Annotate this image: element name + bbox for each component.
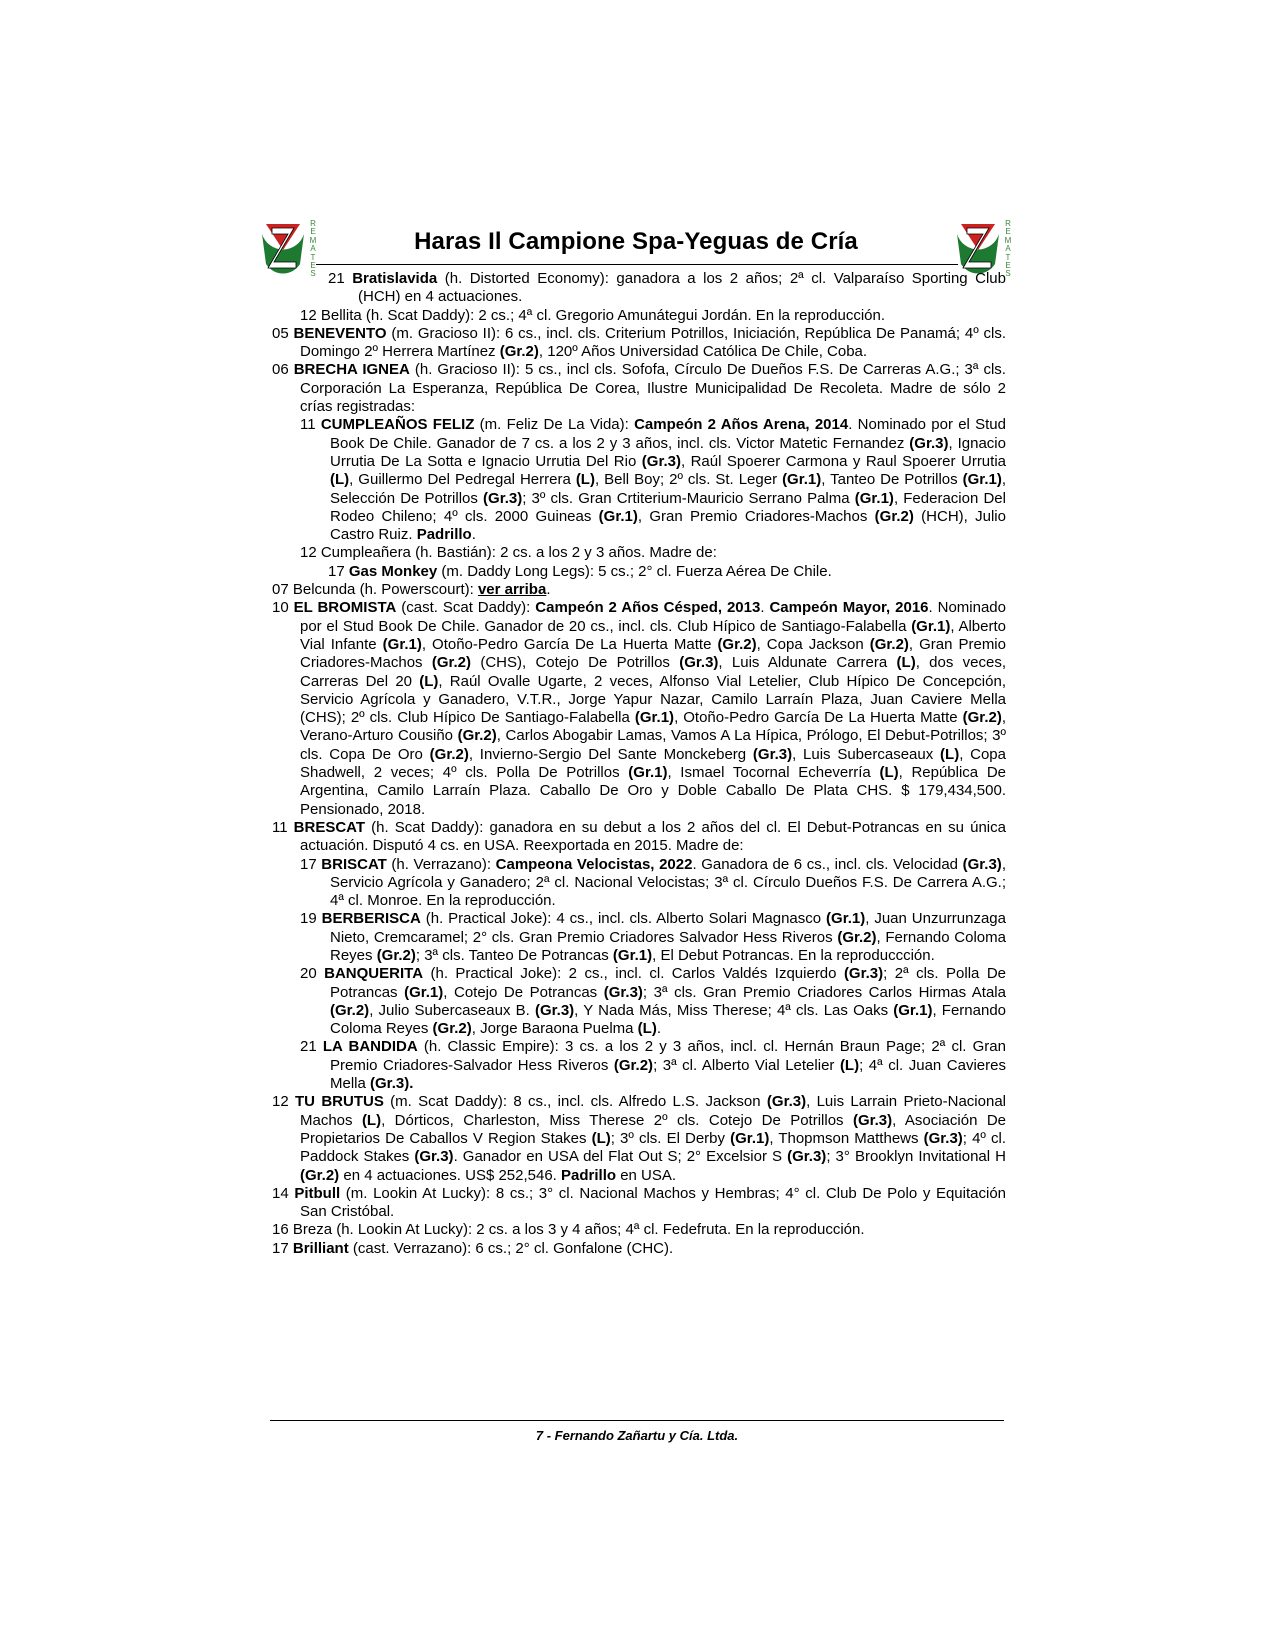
entry-text: , Thopmson Matthews — [769, 1129, 924, 1147]
entry-bold-text: (L) — [361, 1111, 382, 1129]
entry-text: 11 — [272, 818, 294, 836]
entry-text: (CHS), Cotejo De Potrillos — [471, 654, 680, 672]
entry-bold-text: (Gr.2) — [499, 343, 539, 361]
entry-text: , Verano-Arturo Cousiño — [300, 709, 1006, 745]
entry-bold-text: EL BROMISTA — [293, 599, 397, 617]
entry-text: , Invierno-Sergio Del Sante Monckeberg — [468, 745, 753, 763]
entry-text: , Luis Subercaseaux — [792, 745, 941, 763]
entry-bold-text: (Gr.2) — [613, 1056, 654, 1074]
entry-text: (h. Classic Empire): 3 cs. a los 2 y 3 años, incl. cl. Hernán Braun Page; 2ª cl. Gran Premio Criadores-Salvador Hess Riveros — [330, 1038, 1006, 1074]
entry-text: (h. Practical Joke): 2 cs., incl. cl. Carlos Valdés Izquierdo — [423, 965, 844, 983]
logo-letter: E — [1005, 261, 1011, 271]
entry-bold-text: (Gr.3) — [962, 855, 1002, 873]
entry-bold-text: BANQUERITA — [324, 965, 424, 983]
entry-text: , Ignacio Urrutia De La Sotta e Ignacio Urrutia Del Rio — [330, 434, 1006, 470]
entry-bold-text: BRESCAT — [293, 818, 366, 836]
entry-text: , Asociación De Propietarios De Caballos V Region Stakes — [300, 1111, 1006, 1147]
pedigree-entry — [272, 361, 1006, 416]
entry-text: (m. Feliz De La Vida): — [474, 416, 635, 434]
pedigree-entry — [272, 325, 1006, 362]
entry-bold-text: (L) — [637, 1020, 657, 1038]
entry-bold-text: (Gr.3) — [534, 1001, 575, 1019]
entry-text: , Carlos Abogabir Lamas, Vamos A La Hípica, Prólogo, El Debut-Potrillos; 3º cls. Copa De Oro — [300, 727, 1006, 763]
entry-bold-text: (L) — [575, 471, 595, 489]
entry-text: (cast. Scat Daddy): — [396, 599, 536, 617]
entry-text: 05 — [272, 324, 294, 342]
entry-text: , Raúl Ovalle Ugarte, 2 veces, Alfonso Vial Letelier, Club Hípico De Concepción, Servicio Agrícola y Ganadero, V.T.R., Jorge Yapur Nazar, Camilo Larraín Plaza, Juan Caviere Mella (CHS); 2º cls. Club Hípico De Santiago-Falabella — [300, 672, 1006, 727]
entry-text: en 4 actuaciones. US$ 252,546. — [339, 1166, 562, 1184]
entry-bold-text: (L) — [591, 1129, 611, 1147]
pedigree-entry — [272, 1093, 1006, 1184]
page-title: Haras Il Campione Spa-Yeguas de Cría — [414, 228, 858, 255]
entry-bold-text: (Gr.1) — [404, 983, 444, 1001]
entry-text: , 120º Años Universidad Católica De Chile, Coba. — [538, 343, 868, 361]
entry-text: en USA. — [616, 1166, 677, 1184]
entry-text: (h. Verrazano): — [386, 855, 496, 873]
entry-text: , Julio Subercaseaux B. — [369, 1001, 535, 1019]
entry-bold-text: TU BRUTUS — [295, 1093, 384, 1111]
entry-bold-text: (Gr.1) — [598, 507, 638, 525]
entry-text: (HCH), Julio Castro Ruiz. — [330, 507, 1006, 544]
entry-bold-text: (Gr.1) — [962, 471, 1002, 489]
entry-text: 17 — [328, 562, 349, 580]
entry-bold-text: (Gr.1) — [382, 635, 422, 653]
entry-bold-text: CUMPLEAÑOS FELIZ — [320, 416, 475, 434]
entry-bold-text: BENEVENTO — [293, 324, 387, 342]
entry-text: 14 — [272, 1184, 295, 1202]
entry-bold-text: (Gr.3). — [370, 1075, 414, 1093]
entry-bold-text: (Gr.3) — [483, 489, 523, 507]
entry-text: . Nominado por el Stud Book De Chile. Ganador de 7 cs. a los 2 y 3 años, incl. cls. Victor Matetic Fernandez — [330, 416, 1006, 452]
entry-bold-text: BRECHA IGNEA — [293, 361, 410, 379]
entry-text: (m. Scat Daddy): 8 cs., incl. cls. Alfredo L.S. Jackson — [383, 1093, 767, 1111]
entry-bold-text: (Gr.2) — [432, 1020, 472, 1038]
entry-text: 19 — [300, 910, 322, 928]
entry-text: 21 — [328, 270, 353, 287]
entry-text: 20 — [300, 965, 325, 983]
logo-letter: E — [1005, 227, 1011, 237]
entry-text: ; 3ª cls. Gran Premio Criadores Carlos Hirmas Atala — [642, 983, 1006, 1001]
pedigree-entry — [272, 910, 1006, 965]
entry-text: . — [760, 599, 770, 617]
entry-bold-text: (L) — [940, 745, 960, 763]
entry-bold-text: Gas Monkey — [348, 562, 438, 580]
entry-text: , Servicio Agrícola y Ganadero; 2ª cl. Nacional Velocistas; 3ª cl. Círculo Dueños F.S. De Carrera A.G.; 4ª cl. Monroe. En la reproducción. — [330, 855, 1006, 910]
entry-bold-text: (Gr.3) — [766, 1093, 807, 1111]
entry-text: 11 — [300, 416, 321, 434]
entry-bold-text: (Gr.1) — [893, 1001, 933, 1019]
entry-bold-text: (Gr.2) — [431, 654, 472, 672]
entry-bold-text: (Gr.1) — [634, 709, 675, 727]
entry-text: ; 4ª cl. Juan Cavieres Mella — [330, 1056, 1006, 1093]
logo-letter: A — [1005, 244, 1011, 254]
entry-bold-text: (Gr.2) — [457, 727, 497, 745]
logo-letter: M — [309, 235, 317, 245]
pedigree-entry — [272, 307, 1006, 325]
entry-text: . Ganador en USA del Flat Out S; 2° Excelsior S — [453, 1148, 788, 1166]
entry-text: (h. Gracioso II): 5 cs., incl cls. Sofofa, Círculo De Dueños F.S. De Carreras A.G.; 3ª cls. Corporación La Esperanza, República De Corea, Ilustre Municipalidad De Recoleta. Madre de sólo 2 crías registradas: — [300, 361, 1006, 416]
entry-text: 12 Bellita (h. Scat Daddy): 2 cs.; 4ª cl. Gregorio Amunátegui Jordán. En la reproducción. — [300, 306, 886, 324]
entry-text: . Nominado por el Stud Book De Chile. Ganador de 20 cs., incl. cls. Club Hípico de Santiago-Falabella — [300, 599, 1006, 635]
entry-text: 07 Belcunda (h. Powerscourt): — [272, 581, 478, 599]
logo-letter: T — [310, 252, 316, 262]
pedigree-entry — [272, 563, 1006, 581]
entry-bold-text: (Gr.1) — [911, 617, 951, 635]
pedigree-entry — [272, 1038, 1006, 1093]
entry-text: ; 4º cl. Paddock Stakes — [300, 1129, 1006, 1166]
entry-text: , Copa Jackson — [756, 635, 870, 653]
logo-letter: E — [310, 227, 316, 237]
entry-text: (h. Distorted Economy): ganadora a los 2 años; 2ª cl. Valparaíso Sporting Club (HCH) en 4 actuaciones. — [358, 270, 1006, 306]
entry-bold-text: (Gr.1) — [612, 946, 653, 964]
entry-text: ; 3° Brooklyn Invitational H — [826, 1148, 1006, 1166]
entry-text: 12 — [272, 1093, 296, 1111]
pedigree-entry — [272, 965, 1006, 1038]
pedigree-entry — [272, 1240, 1006, 1258]
entry-bold-text: (Gr.3) — [679, 654, 719, 672]
entry-bold-text: (Gr.3) — [909, 434, 949, 452]
entry-bold-text: (Gr.2) — [717, 635, 757, 653]
logo-letter: T — [1005, 252, 1011, 262]
entry-bold-text: Bratislavida — [352, 270, 438, 287]
entry-text: , Dórticos, Charleston, Miss Therese 2º cls. Cotejo De Potrillos — [381, 1111, 853, 1129]
entry-text: , Y Nada Más, Miss Therese; 4ª cls. Las Oaks — [574, 1001, 894, 1019]
entry-underlined-text: ver arriba — [477, 581, 547, 599]
entry-text: 21 — [300, 1038, 323, 1056]
entry-bold-text: (Gr.2) — [376, 946, 416, 964]
entry-text: , El Debut Potrancas. En la reproduccción. — [652, 946, 935, 964]
entry-text: , Raúl Spoerer Carmona y Raul Spoerer Urrutia — [680, 452, 1006, 470]
entry-bold-text: (Gr.2) — [837, 928, 877, 946]
entry-bold-text: (Gr.3) — [843, 965, 884, 983]
entry-bold-text: (Gr.1) — [826, 910, 866, 928]
entry-bold-text: BERBERISCA — [321, 910, 421, 928]
entry-bold-text: (L) — [879, 764, 899, 782]
entry-bold-text: Pitbull — [294, 1184, 341, 1202]
entry-text: , Alberto Vial Infante — [300, 617, 1006, 653]
entry-text: , Tanteo De Potrillos — [821, 471, 963, 489]
entry-text: , Selección De Potrillos — [330, 471, 1006, 507]
entry-text: 06 — [272, 361, 294, 379]
entry-text: , Jorge Baraona Puelma — [471, 1020, 638, 1038]
pedigree-entry — [272, 581, 1006, 599]
pedigree-entry — [272, 599, 1006, 819]
entry-text: , Gran Premio Criadores-Machos — [300, 635, 1006, 672]
entry-text: (m. Lookin At Lucky): 8 cs.; 3° cl. Nacional Machos y Hembras; 4° cl. Club De Polo y Equitación San Cristóbal. — [300, 1184, 1007, 1221]
entry-text: , Juan Unzurrunzaga Nieto, Cremcaramel; 2° cls. Gran Premio Criadores Salvador Hess Riveros — [330, 910, 1006, 946]
entry-text: ; 3ª cl. Alberto Vial Letelier — [653, 1056, 840, 1074]
entry-bold-text: (Gr.1) — [730, 1129, 770, 1147]
entry-text: 17 — [300, 855, 322, 873]
pedigree-entry — [272, 1185, 1006, 1222]
entry-bold-text: (Gr.3) — [923, 1129, 963, 1147]
entry-text: (m. Daddy Long Legs): 5 cs.; 2° cl. Fuerza Aérea De Chile. — [437, 562, 832, 580]
entry-bold-text: Campeón 2 Años Arena, 2014 — [634, 416, 849, 434]
entry-bold-text: (Gr.2) — [869, 635, 909, 653]
entry-text: , dos veces, Carreras Del 20 — [300, 654, 1006, 690]
entry-bold-text: Campeón Mayor, 2016 — [769, 599, 929, 617]
logo-letter: S — [310, 269, 316, 279]
entry-bold-text: (Gr.2) — [962, 709, 1002, 727]
entry-bold-text: Campeón 2 Años Césped, 2013 — [535, 599, 761, 617]
entry-bold-text: Brilliant — [292, 1239, 349, 1257]
logo-letter: R — [310, 219, 316, 228]
entry-bold-text: (L) — [419, 672, 439, 690]
logo-letter: R — [1005, 219, 1011, 228]
entry-text: (h. Practical Joke): 4 cs., incl. cls. Alberto Solari Magnasco — [420, 910, 827, 928]
footer-divider — [270, 1420, 1004, 1421]
entry-text: (m. Gracioso II): 6 cs., incl. cls. Criterium Potrillos, Iniciación, República De Panamá; 4º cls. Domingo 2º Herrera Martínez — [300, 324, 1006, 361]
entry-text: , Otoño-Pedro García De La Huerta Matte — [674, 709, 963, 727]
entry-bold-text: (Gr.2) — [300, 1166, 340, 1184]
entry-text: 12 Cumpleañera (h. Bastián): 2 cs. a los 2 y 3 años. Madre de: — [300, 544, 717, 562]
entry-text: , Luis Larrain Prieto-Nacional Machos — [300, 1093, 1006, 1129]
entry-text: , Luis Aldunate Carrera — [718, 654, 897, 672]
entry-bold-text: (Gr.3) — [641, 452, 681, 470]
entry-text: . Ganadora de 6 cs., incl. cls. Velocidad — [692, 855, 963, 873]
entry-bold-text: LA BANDIDA — [322, 1038, 418, 1056]
entry-text: . — [471, 526, 476, 544]
entry-bold-text: (L) — [896, 654, 916, 672]
logo-letter: M — [1004, 235, 1012, 245]
entry-bold-text: (Gr.2) — [874, 507, 914, 525]
entry-text: , Fernando Coloma Reyes — [330, 1001, 1007, 1038]
title-divider — [316, 264, 958, 265]
pedigree-list — [272, 270, 1006, 1258]
pedigree-entry — [272, 819, 1006, 856]
entry-bold-text: (L) — [839, 1056, 860, 1074]
pedigree-entry — [272, 416, 1006, 544]
pedigree-entry — [272, 544, 1006, 562]
entry-bold-text: (Gr.3) — [414, 1148, 454, 1166]
entry-text: , República De Argentina, Camilo Larraín Plaza. Caballo De Oro y Doble Caballo De Plata CHS. $ 179,434,500. Pensionado, 2018. — [300, 764, 1006, 818]
entry-bold-text: (Gr.1) — [854, 489, 894, 507]
entry-text: , Gran Premio Criadores-Machos — [637, 507, 875, 525]
entry-text: , Guillermo Del Pedregal Herrera — [349, 471, 576, 489]
entry-bold-text: (Gr.3) — [752, 745, 793, 763]
entry-bold-text: BRISCAT — [321, 855, 387, 873]
logo-letter: S — [1005, 269, 1011, 279]
entry-bold-text: (Gr.1) — [628, 764, 668, 782]
entry-text: 17 — [272, 1239, 293, 1257]
entry-bold-text: (Gr.2) — [429, 745, 469, 763]
logo-letter: A — [310, 244, 316, 254]
entry-bold-text: (Gr.3) — [603, 983, 643, 1001]
entry-text: , Bell Boy; 2º cls. St. Leger — [594, 471, 783, 489]
entry-text: 16 Breza (h. Lookin At Lucky): 2 cs. a los 3 y 4 años; 4ª cl. Fedefruta. En la reproducción. — [272, 1221, 865, 1239]
entry-text: , Federacion Del Rodeo Chileno; 4º cls. 2000 Guineas — [330, 489, 1006, 525]
entry-bold-text: Padrillo — [416, 526, 472, 544]
entry-text: 10 — [272, 599, 294, 617]
logo-letter: E — [310, 261, 316, 271]
pedigree-entry — [272, 270, 1006, 307]
entry-bold-text: Campeona Velocistas, 2022 — [495, 855, 693, 873]
entry-bold-text: (L) — [330, 471, 350, 489]
entry-text: , Otoño-Pedro García De La Huerta Matte — [421, 635, 718, 653]
page-footer: 7 - Fernando Zañartu y Cía. Ltda. — [535, 1428, 739, 1443]
entry-text: ; 3ª cls. Tanteo De Potrancas — [415, 946, 613, 964]
entry-bold-text: Padrillo — [561, 1166, 617, 1184]
entry-bold-text: (Gr.2) — [330, 1001, 370, 1019]
entry-text: ; 2ª cls. Polla De Potrancas — [330, 965, 1006, 1001]
entry-text: ; 3º cls. Gran Crtiterium-Mauricio Serrano Palma — [522, 489, 855, 507]
entry-text: (cast. Verrazano): 6 cs.; 2° cl. Gonfalone (CHC). — [348, 1239, 674, 1257]
entry-text: , Cotejo De Potrancas — [443, 983, 604, 1001]
entry-text: . — [656, 1020, 661, 1038]
pedigree-entry — [272, 856, 1006, 911]
entry-text: (h. Scat Daddy): ganadora en su debut a los 2 años del cl. El Debut-Potrancas en su única actuación. Disputó 4 cs. en USA. Reexportada en 2015. Madre de: — [300, 818, 1006, 855]
entry-text: . — [546, 581, 551, 599]
entry-text: , Ismael Tocornal Echeverría — [667, 764, 880, 782]
entry-bold-text: (Gr.3) — [787, 1148, 827, 1166]
entry-bold-text: (Gr.3) — [852, 1111, 893, 1129]
entry-text: ; 3º cls. El Derby — [610, 1129, 731, 1147]
pedigree-entry — [272, 1221, 1006, 1239]
entry-text: , Copa Shadwell, 2 veces; 4º cls. Polla De Potrillos — [300, 745, 1006, 782]
entry-bold-text: (Gr.1) — [782, 471, 822, 489]
entry-text: , Fernando Coloma Reyes — [330, 928, 1006, 964]
